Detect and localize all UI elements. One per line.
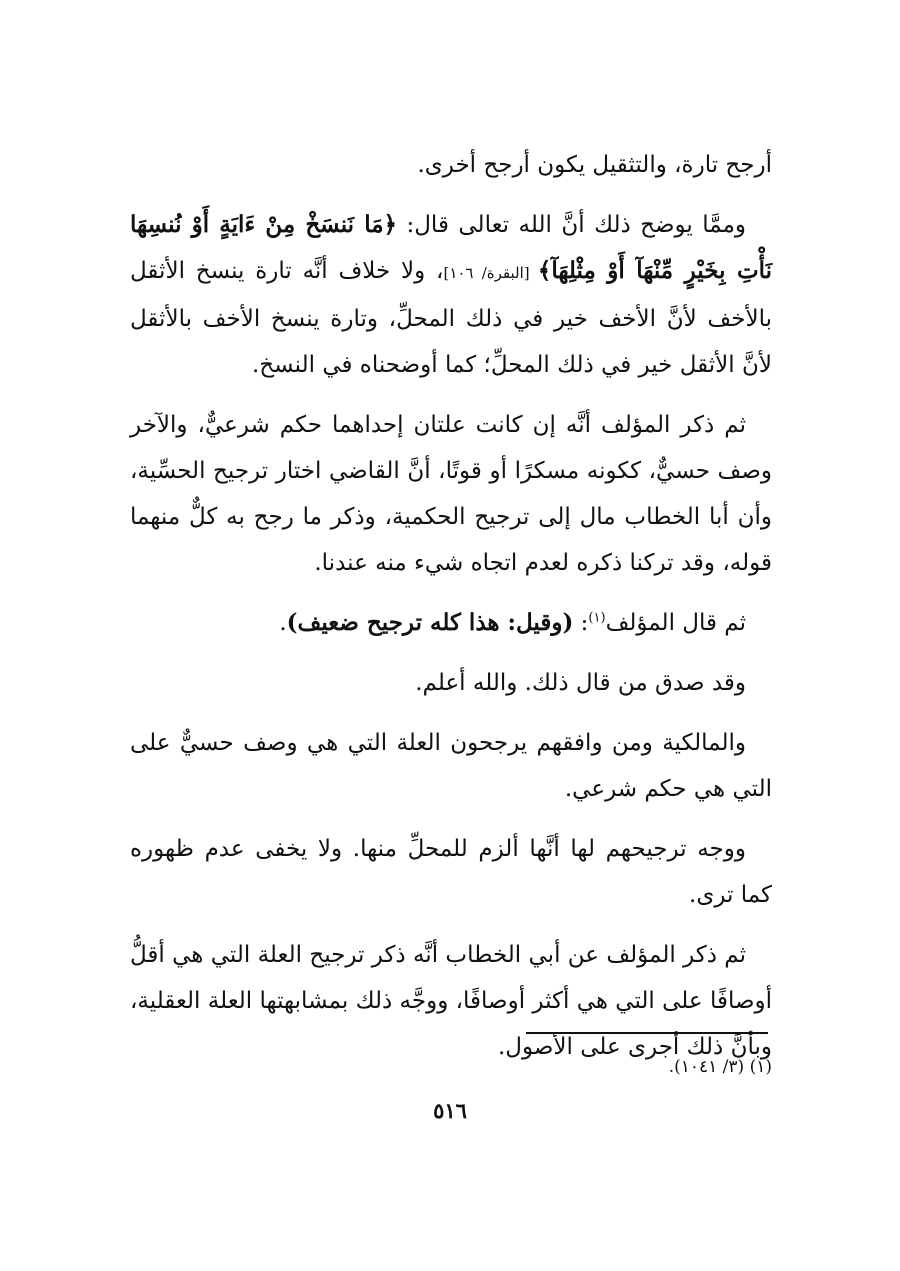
quran-reference: [البقرة/ ١٠٦] bbox=[443, 264, 538, 282]
paragraph-7-text: ووجه ترجيحهم لها أنَّها ألزم للمحلِّ منها. ولا يخفى عدم ظهوره كما ترى. bbox=[130, 836, 772, 908]
page-number: ٥١٦ bbox=[433, 1098, 467, 1123]
paragraph-2-intro: وممَّا يوضح ذلك أنَّ الله تعالى قال: bbox=[397, 212, 746, 238]
paragraph-4-end: . bbox=[279, 610, 287, 636]
paragraph-3-text: ثم ذكر المؤلف أنَّه إن كانت علتان إحداهما حكم شرعيٌّ، والآخر وصف حسيٌّ، ككونه مسكرًا أو قوتًا، أنَّ القاضي اختار ترجيح الحسِّية، وأن أبا الخطاب مال إلى ترجيح الحكمية، وذكر ما رجح به كلٌّ منهما قوله، وقد تركنا ذكره لعدم اتجاه شيء منه عندنا. bbox=[130, 412, 772, 576]
quoted-text: (وقيل: هذا كله ترجيح ضعيف) bbox=[286, 609, 574, 636]
paragraph-5-text: وقد صدق من قال ذلك. والله أعلم. bbox=[415, 670, 746, 696]
paragraph-4-intro: ثم قال المؤلف bbox=[605, 610, 746, 636]
paragraph-7 bbox=[130, 826, 772, 918]
paragraph-5 bbox=[130, 660, 772, 706]
footnote-divider bbox=[526, 1032, 768, 1034]
paragraph-8-text: ثم ذكر المؤلف عن أبي الخطاب أنَّه ذكر ترجيح العلة التي هي أقلُّ أوصافًا على التي هي أكثر أوصافًا، ووجَّه ذلك بمشابهتها العلة العقلية، وبأنَّ ذلك أجرى على الأصول. bbox=[130, 942, 772, 1060]
paragraph-3 bbox=[130, 402, 772, 586]
paragraph-8 bbox=[130, 932, 772, 1070]
footnote: (١) (٣/ ١٠٤١). bbox=[668, 1057, 772, 1077]
paragraph-2 bbox=[130, 202, 772, 388]
page-body bbox=[130, 142, 772, 1084]
paragraph-4-colon: : bbox=[573, 610, 589, 636]
footnote-marker[interactable]: (١) bbox=[588, 610, 606, 626]
paragraph-1-text: أرجح تارة، والتثقيل يكون أرجح أخرى. bbox=[417, 152, 772, 178]
quran-verse: ﴿مَا نَنسَخْ مِنْ ءَايَةٍ أَوْ نُنسِهَا نَأْتِ بِخَيْرٍ مِّنْهَآ أَوْ مِثْلِهَآ﴾ bbox=[130, 211, 772, 284]
paragraph-6 bbox=[130, 720, 772, 812]
paragraph-6-text: والمالكية ومن وافقهم يرجحون العلة التي هي وصف حسيٌّ على التي هي حكم شرعي. bbox=[130, 730, 772, 802]
paragraph-2-rest: ، ولا خلاف أنَّه تارة ينسخ الأثقل بالأخف لأنَّ الأخف خير في ذلك المحلِّ، وتارة ينسخ الأخف بالأثقل لأنَّ الأثقل خير في ذلك المحلِّ؛ كما أوضحناه في النسخ. bbox=[130, 258, 772, 378]
paragraph-1 bbox=[130, 142, 772, 188]
paragraph-4 bbox=[130, 600, 772, 646]
